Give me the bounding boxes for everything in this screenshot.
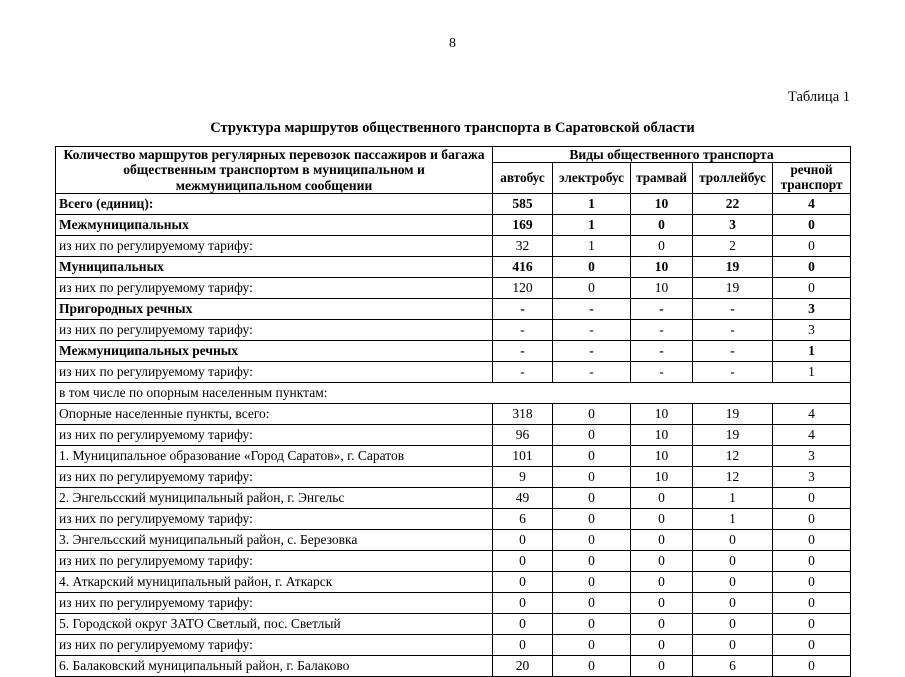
table-row [56, 361, 851, 382]
cell-value: 32 [493, 235, 553, 256]
table-row [56, 529, 851, 550]
cell-value: 22 [693, 193, 773, 214]
group-header-cell: Виды общественного транспорта [493, 147, 851, 163]
cell-value: - [493, 319, 553, 340]
cell-value: - [553, 319, 631, 340]
column-header-river: речной транспорт [773, 163, 851, 194]
cell-value: 1 [553, 193, 631, 214]
table-body [56, 193, 851, 676]
cell-value: 0 [493, 592, 553, 613]
cell-value: 2 [693, 235, 773, 256]
cell-value: 1 [553, 214, 631, 235]
cell-value: 0 [631, 592, 693, 613]
row-label: из них по регулируемому тарифу: [56, 466, 493, 487]
cell-value: 0 [553, 634, 631, 655]
row-label: 3. Энгельсский муниципальный район, с. Березовка [56, 529, 493, 550]
table-row [56, 235, 851, 256]
cell-value: 0 [631, 235, 693, 256]
cell-value: - [631, 361, 693, 382]
row-label: из них по регулируемому тарифу: [56, 550, 493, 571]
table-row [56, 214, 851, 235]
cell-value: 19 [693, 403, 773, 424]
cell-value: 0 [493, 550, 553, 571]
cell-value: 0 [631, 529, 693, 550]
cell-value: - [693, 340, 773, 361]
row-label: Всего (единиц): [56, 193, 493, 214]
column-header-tram: трамвай [631, 163, 693, 194]
row-label: Опорные населенные пункты, всего: [56, 403, 493, 424]
table-label: Таблица 1 [787, 89, 850, 105]
cell-value: 0 [693, 529, 773, 550]
cell-value: 6 [493, 508, 553, 529]
cell-value: 0 [553, 256, 631, 277]
cell-value: 0 [553, 424, 631, 445]
cell-value: 416 [493, 256, 553, 277]
cell-value: 0 [553, 592, 631, 613]
column-header-trolleybus: троллейбус [693, 163, 773, 194]
row-label: 6. Балаковский муниципальный район, г. Балаково [56, 655, 493, 676]
row-label: из них по регулируемому тарифу: [56, 277, 493, 298]
cell-value: 0 [553, 277, 631, 298]
cell-value: 0 [693, 592, 773, 613]
cell-value: 0 [773, 214, 851, 235]
cell-value: 1 [773, 340, 851, 361]
cell-value: 0 [553, 655, 631, 676]
table-header [56, 147, 851, 194]
cell-value: 101 [493, 445, 553, 466]
cell-value: 1 [553, 235, 631, 256]
cell-value: 0 [631, 655, 693, 676]
table-row [56, 340, 851, 361]
cell-value: 0 [631, 487, 693, 508]
table-row [56, 655, 851, 676]
cell-value: 0 [631, 550, 693, 571]
row-label: из них по регулируемому тарифу: [56, 508, 493, 529]
cell-value: 10 [631, 424, 693, 445]
cell-value: 0 [693, 634, 773, 655]
cell-value: 0 [631, 634, 693, 655]
cell-value: - [631, 319, 693, 340]
table-row [56, 382, 851, 403]
cell-value: 4 [773, 403, 851, 424]
table-row [56, 277, 851, 298]
cell-value: 0 [553, 403, 631, 424]
cell-value: 0 [773, 487, 851, 508]
cell-value: 0 [773, 550, 851, 571]
table-row [56, 571, 851, 592]
cell-value: - [553, 340, 631, 361]
cell-value: - [693, 298, 773, 319]
cell-value: 3 [773, 445, 851, 466]
cell-value: 0 [693, 571, 773, 592]
cell-value: 10 [631, 256, 693, 277]
cell-value: 0 [553, 550, 631, 571]
cell-value: 19 [693, 424, 773, 445]
row-label: 2. Энгельсский муниципальный район, г. Энгельс [56, 487, 493, 508]
table-row [56, 298, 851, 319]
cell-value: 4 [773, 424, 851, 445]
row-label: из них по регулируемому тарифу: [56, 319, 493, 340]
cell-value: 585 [493, 193, 553, 214]
cell-value: 96 [493, 424, 553, 445]
cell-value: 49 [493, 487, 553, 508]
cell-value: 0 [493, 634, 553, 655]
cell-value: 0 [493, 571, 553, 592]
row-label: 5. Городской округ ЗАТО Светлый, пос. Светлый [56, 613, 493, 634]
cell-value: 3 [773, 298, 851, 319]
table-row [56, 550, 851, 571]
row-label: из них по регулируемому тарифу: [56, 634, 493, 655]
cell-value: 0 [493, 613, 553, 634]
table-row [56, 424, 851, 445]
cell-value: - [631, 298, 693, 319]
cell-value: 20 [493, 655, 553, 676]
cell-value: - [493, 298, 553, 319]
cell-value: 0 [773, 634, 851, 655]
column-header-trolleybus-electric: электробус [553, 163, 631, 194]
cell-value: 19 [693, 256, 773, 277]
table-row [56, 613, 851, 634]
cell-value: 1 [693, 487, 773, 508]
cell-value: - [553, 361, 631, 382]
cell-value: 0 [773, 529, 851, 550]
cell-value: 9 [493, 466, 553, 487]
cell-value: 0 [493, 529, 553, 550]
table-row [56, 193, 851, 214]
row-label: Межмуниципальных [56, 214, 493, 235]
cell-value: 10 [631, 193, 693, 214]
cell-value: 0 [693, 613, 773, 634]
row-label: из них по регулируемому тарифу: [56, 424, 493, 445]
table-row [56, 592, 851, 613]
table-row [56, 634, 851, 655]
transport-routes-table [55, 146, 851, 677]
table-row [56, 487, 851, 508]
cell-value: 10 [631, 445, 693, 466]
table-row [56, 403, 851, 424]
table-header-row-1 [56, 147, 851, 163]
cell-value: 0 [553, 445, 631, 466]
cell-value: 0 [773, 277, 851, 298]
cell-value: - [553, 298, 631, 319]
row-label: Межмуниципальных речных [56, 340, 493, 361]
cell-value: 0 [631, 508, 693, 529]
cell-value: 3 [693, 214, 773, 235]
cell-value: 6 [693, 655, 773, 676]
row-label: Муниципальных [56, 256, 493, 277]
cell-value: 10 [631, 466, 693, 487]
cell-value: 0 [553, 529, 631, 550]
page-number: 8 [449, 36, 456, 51]
cell-value: - [693, 319, 773, 340]
cell-value: 0 [773, 235, 851, 256]
cell-value: 0 [631, 613, 693, 634]
cell-value: 0 [773, 571, 851, 592]
page-title: Структура маршрутов общественного транспорта в Саратовской области [210, 120, 695, 136]
row-label: Пригородных речных [56, 298, 493, 319]
cell-value: 19 [693, 277, 773, 298]
row-label: из них по регулируемому тарифу: [56, 235, 493, 256]
cell-value: 120 [493, 277, 553, 298]
cell-value: 0 [631, 571, 693, 592]
cell-value: 0 [773, 655, 851, 676]
cell-value: 0 [553, 508, 631, 529]
cell-value: - [493, 340, 553, 361]
cell-value: - [631, 340, 693, 361]
cell-value: 10 [631, 277, 693, 298]
cell-value: 0 [553, 571, 631, 592]
cell-value: 0 [553, 613, 631, 634]
table-row [56, 466, 851, 487]
cell-value: 10 [631, 403, 693, 424]
cell-value: - [493, 361, 553, 382]
cell-value: 0 [693, 550, 773, 571]
table-row [56, 445, 851, 466]
cell-value: 12 [693, 466, 773, 487]
row-label: из них по регулируемому тарифу: [56, 592, 493, 613]
cell-value: 0 [773, 613, 851, 634]
cell-value: 318 [493, 403, 553, 424]
row-label: 1. Муниципальное образование «Город Саратов», г. Саратов [56, 445, 493, 466]
cell-value: 0 [631, 214, 693, 235]
cell-value: - [693, 361, 773, 382]
column-header-bus: автобус [493, 163, 553, 194]
table-row [56, 256, 851, 277]
cell-value: 0 [773, 256, 851, 277]
cell-value: 1 [693, 508, 773, 529]
row-label: 4. Аткарский муниципальный район, г. Аткарск [56, 571, 493, 592]
cell-value: 0 [773, 592, 851, 613]
cell-value: 3 [773, 466, 851, 487]
cell-value: 12 [693, 445, 773, 466]
cell-value: 0 [553, 487, 631, 508]
cell-value: 3 [773, 319, 851, 340]
cell-value: 169 [493, 214, 553, 235]
cell-value: 0 [553, 466, 631, 487]
row-header-cell: Количество маршрутов регулярных перевозок пассажиров и багажа общественным транспортом в муниципальном и межмуниципальном сообщении [56, 147, 493, 194]
cell-value: 0 [773, 508, 851, 529]
table-row [56, 508, 851, 529]
row-label: из них по регулируемому тарифу: [56, 361, 493, 382]
row-label: в том числе по опорным населенным пунктам: [56, 382, 851, 403]
cell-value: 1 [773, 361, 851, 382]
table-row [56, 319, 851, 340]
cell-value: 4 [773, 193, 851, 214]
